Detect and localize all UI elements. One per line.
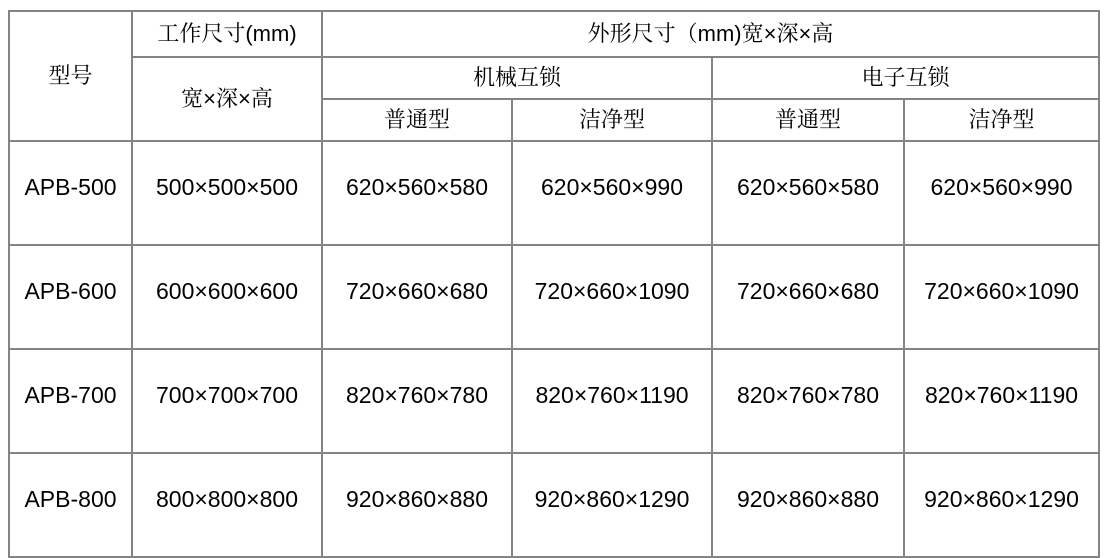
cell-elec-standard: 820×760×780 [712,349,904,453]
cell-elec-standard: 920×860×880 [712,453,904,557]
cell-model: APB-700 [9,349,132,453]
cell-model: APB-600 [9,245,132,349]
header-row-1 [9,11,1099,57]
table-row [9,141,1099,245]
cell-elec-clean: 820×760×1190 [904,349,1099,453]
header-mech-clean: 洁净型 [512,99,712,141]
cell-mech-standard: 620×560×580 [322,141,512,245]
header-outer-size: 外形尺寸（mm)宽×深×高 [322,11,1099,57]
table-row [9,349,1099,453]
cell-model: APB-800 [9,453,132,557]
cell-elec-standard: 620×560×580 [712,141,904,245]
header-work-size-sub: 宽×深×高 [132,57,322,141]
table-row [9,453,1099,557]
cell-elec-clean: 920×860×1290 [904,453,1099,557]
header-model: 型号 [9,11,132,141]
cell-mech-standard: 820×760×780 [322,349,512,453]
header-row-2 [9,57,1099,99]
cell-mech-clean: 620×560×990 [512,141,712,245]
spec-table [8,10,1100,558]
cell-work-size: 700×700×700 [132,349,322,453]
cell-mech-standard: 720×660×680 [322,245,512,349]
header-mechanical-interlock: 机械互锁 [322,57,712,99]
header-elec-clean: 洁净型 [904,99,1099,141]
cell-model: APB-500 [9,141,132,245]
header-electronic-interlock: 电子互锁 [712,57,1099,99]
cell-elec-standard: 720×660×680 [712,245,904,349]
table-row [9,245,1099,349]
cell-mech-standard: 920×860×880 [322,453,512,557]
header-mech-standard: 普通型 [322,99,512,141]
cell-work-size: 600×600×600 [132,245,322,349]
cell-mech-clean: 720×660×1090 [512,245,712,349]
header-elec-standard: 普通型 [712,99,904,141]
cell-elec-clean: 620×560×990 [904,141,1099,245]
cell-mech-clean: 920×860×1290 [512,453,712,557]
cell-elec-clean: 720×660×1090 [904,245,1099,349]
header-work-size: 工作尺寸(mm) [132,11,322,57]
cell-work-size: 500×500×500 [132,141,322,245]
cell-mech-clean: 820×760×1190 [512,349,712,453]
cell-work-size: 800×800×800 [132,453,322,557]
